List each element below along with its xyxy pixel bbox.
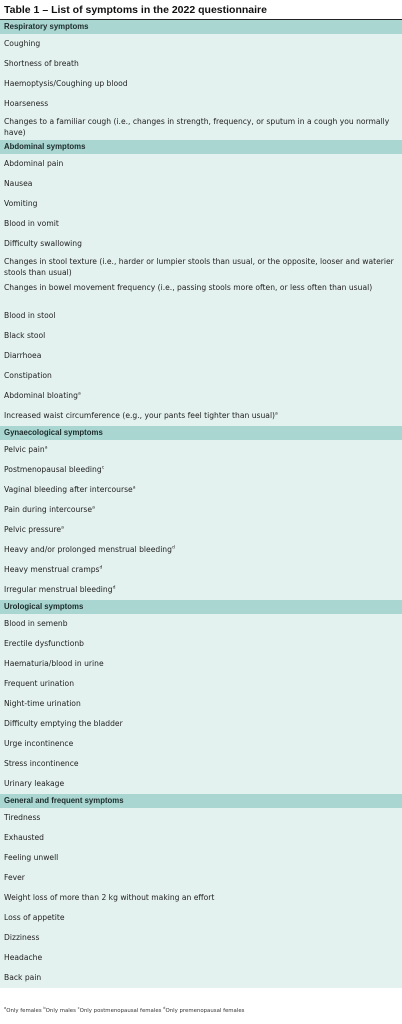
symptom-label: Frequent urination: [4, 679, 75, 688]
symptom-row: [0, 460, 402, 480]
symptom-label: Difficulty emptying the bladder: [4, 719, 123, 728]
symptom-row: [0, 948, 402, 968]
symptom-row: [0, 540, 402, 560]
footnote-marker: d: [112, 585, 116, 591]
symptom-row: [0, 848, 402, 868]
symptom-row: [0, 774, 402, 794]
symptom-label: Increased waist circumference (e.g., your pants feel tighter than usual): [4, 411, 276, 420]
symptom-row: [0, 234, 402, 254]
symptom-table: [0, 20, 402, 988]
symptom-row: [0, 968, 402, 988]
symptom-label: Changes to a familiar cough (i.e., changes in strength, frequency, or sputum in a cough you normally have): [4, 117, 390, 137]
symptom-row: [0, 654, 402, 674]
footnote-text: Only premenopausal females: [165, 1008, 245, 1014]
symptom-label: Loss of appetite: [4, 913, 65, 922]
symptom-label: Feeling unwell: [4, 853, 59, 862]
symptom-row: [0, 634, 402, 654]
symptom-label: Dizziness: [4, 933, 40, 942]
footnote-text: Only males: [45, 1008, 76, 1014]
symptom-label: Tiredness: [4, 813, 41, 822]
symptom-row: [0, 326, 402, 346]
symptom-label: Shortness of breath: [4, 59, 79, 68]
footnote-marker: b: [43, 1006, 46, 1011]
symptom-row: [0, 694, 402, 714]
footnote-marker: c: [101, 465, 105, 471]
symptom-label: Changes in stool texture (i.e., harder or lumpier stools than usual, or the opposite, looser and waterier stools than usual): [4, 257, 394, 277]
symptom-label: Irregular menstrual bleeding: [4, 585, 113, 594]
footnote-marker: d: [163, 1006, 166, 1011]
symptom-label: Back pain: [4, 973, 42, 982]
symptom-label: Erectile dysfunctionb: [4, 639, 84, 648]
symptom-row: [0, 614, 402, 634]
symptom-label: Constipation: [4, 371, 52, 380]
symptom-label: Urge incontinence: [4, 739, 74, 748]
symptom-label: Heavy menstrual cramps: [4, 565, 100, 574]
symptom-label: Blood in semenb: [4, 619, 68, 628]
symptom-row: [0, 734, 402, 754]
footnote-text: Only postmenopausal females: [79, 1008, 162, 1014]
symptom-row: [0, 174, 402, 194]
symptom-label: Stress incontinence: [4, 759, 79, 768]
symptom-label: Difficulty swallowing: [4, 239, 82, 248]
symptom-row: [0, 440, 402, 460]
footnote-marker: a: [275, 411, 278, 417]
symptom-label: Hoarseness: [4, 99, 49, 108]
section-heading: Respiratory symptoms: [0, 20, 402, 34]
footnote-marker: a: [132, 485, 136, 491]
symptom-row: [0, 714, 402, 734]
footnote-marker: c: [77, 1006, 80, 1011]
symptom-label: Night-time urination: [4, 699, 81, 708]
symptom-row: [0, 560, 402, 580]
symptom-label: Exhausted: [4, 833, 44, 842]
symptom-label: Pelvic pressure: [4, 525, 62, 534]
symptom-label: Headache: [4, 953, 43, 962]
symptom-label: Urinary leakage: [4, 779, 65, 788]
symptom-label: Heavy and/or prolonged menstrual bleeding: [4, 545, 172, 554]
footnote-marker: a: [4, 1006, 7, 1011]
footnote-text: Only females: [6, 1008, 42, 1014]
symptom-row: [0, 254, 402, 280]
symptom-label: Haemoptysis/Coughing up blood: [4, 79, 128, 88]
symptom-label: Blood in stool: [4, 311, 56, 320]
symptom-row: [0, 54, 402, 74]
symptom-row: [0, 888, 402, 908]
symptom-row: [0, 74, 402, 94]
symptom-row: [0, 280, 402, 306]
symptom-row: [0, 754, 402, 774]
footnote-marker: a: [61, 525, 64, 531]
symptom-label: Weight loss of more than 2 kg without making an effort: [4, 893, 215, 902]
symptom-row: [0, 94, 402, 114]
symptom-label: Blood in vomit: [4, 219, 59, 228]
symptom-row: [0, 828, 402, 848]
symptom-row: [0, 674, 402, 694]
footnote-marker: a: [77, 391, 81, 397]
symptom-label: Nausea: [4, 179, 33, 188]
symptom-row: [0, 114, 402, 140]
symptom-row: [0, 386, 402, 406]
symptom-label: Changes in bowel movement frequency (i.e., passing stools more often, or less often than usual): [4, 283, 373, 292]
symptom-row: [0, 214, 402, 234]
symptom-row: [0, 500, 402, 520]
symptom-label: Fever: [4, 873, 25, 882]
symptom-label: Black stool: [4, 331, 46, 340]
symptom-label: Coughing: [4, 39, 41, 48]
section-heading: General and frequent symptoms: [0, 794, 402, 808]
symptom-label: Abdominal bloating: [4, 391, 78, 400]
symptom-label: Postmenopausal bleeding: [4, 465, 102, 474]
footnote-marker: d: [99, 565, 103, 571]
symptom-row: [0, 154, 402, 174]
symptom-label: Abdominal pain: [4, 159, 64, 168]
symptom-label: Diarrhoea: [4, 351, 42, 360]
symptom-row: [0, 194, 402, 214]
symptom-row: [0, 928, 402, 948]
table-footnote: [4, 1008, 245, 1014]
symptom-row: [0, 480, 402, 500]
symptom-row: [0, 306, 402, 326]
symptom-label: Haematuria/blood in urine: [4, 659, 104, 668]
symptom-label: Vomiting: [4, 199, 38, 208]
symptom-row: [0, 406, 402, 426]
symptom-label: Pain during intercourse: [4, 505, 93, 514]
symptom-row: [0, 868, 402, 888]
symptom-row: [0, 808, 402, 828]
symptom-row: [0, 366, 402, 386]
section-heading: Gynaecological symptoms: [0, 426, 402, 440]
symptom-row: [0, 908, 402, 928]
symptom-row: [0, 346, 402, 366]
footnote-marker: d: [171, 545, 175, 551]
symptom-label: Pelvic pain: [4, 445, 45, 454]
section-heading: Urological symptoms: [0, 600, 402, 614]
symptom-row: [0, 34, 402, 54]
symptom-label: Vaginal bleeding after intercourse: [4, 485, 133, 494]
footnote-marker: a: [92, 505, 95, 511]
symptom-row: [0, 520, 402, 540]
section-heading: Abdominal symptoms: [0, 140, 402, 154]
symptom-row: [0, 580, 402, 600]
table-title: Table 1 – List of symptoms in the 2022 questionnaire: [0, 0, 402, 20]
footnote-marker: a: [44, 445, 48, 451]
